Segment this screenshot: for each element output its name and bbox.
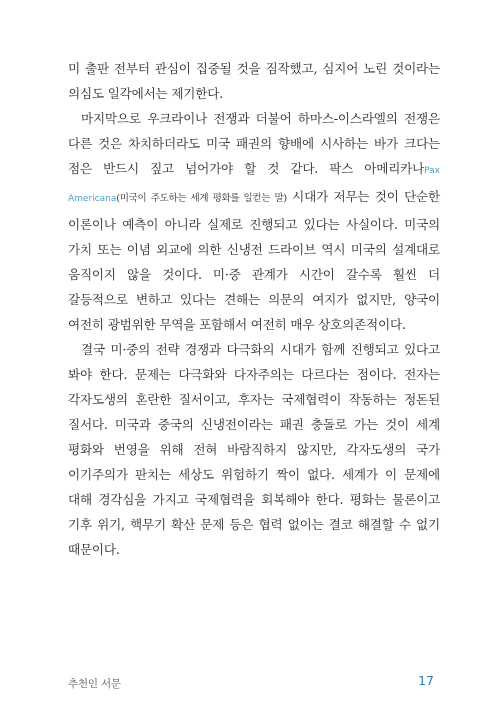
paragraph-3-text: 결국 미·중의 전략 경쟁과 다극화의 시대가 함께 진행되고 있다고 봐야 한다. 문제는 다극화와 다자주의는 다르다는 점이다. 전자는 각자도생의 혼란한 질서이고, 후자는 국제협력이 작동하는 정돈된 질서다. 미국과 중국의 신냉전이라는 패권 충돌로 가는 것이 세계 평화와 번영을 위해 전혀 바람직하지 않지만, 각자도생의 국가 이기주의가 판치는 세상도 위험하기 짝이 없다. 세계가 이 문제에 대해 경각심을 가지고 국제협력을 회복해야 한다. 평화는 물론이고 기후 위기, 핵무기 확산 문제 등은 협력 없이는 결코 해결할 수 없기 때문이다. xyxy=(68,342,440,557)
page-body xyxy=(68,56,440,562)
paragraph-1 xyxy=(68,56,440,106)
paragraph-2-rest: 시대가 저무는 것이 단순한 이론이나 예측이 아니라 실제로 진행되고 있다는 사실이다. 미국의 가치 또는 이념 외교에 의한 신냉전 드라이브 역시 미국의 설계대로 움직이지 않을 것이다. 미·중 관계가 시간이 갈수록 훨씬 더 갈등적으로 변하고 있다는 견해는 의문의 여지가 없지만, 양국이 여전히 광범위한 무역을 포함해서 여전히 매우 상호의존적이다. xyxy=(68,189,440,332)
paragraph-1-text: 미 출판 전부터 관심이 집중될 것을 짐작했고, 심지어 노린 것이라는 의심도 일각에서는 제기한다. xyxy=(68,61,440,101)
running-footer-title: 추천인 서문 xyxy=(68,678,121,690)
paragraph-2 xyxy=(68,106,440,337)
paragraph-2-lead: 마지막으로 우크라이나 전쟁과 더불어 하마스-이스라엘의 전쟁은 다른 것은 차치하더라도 미국 패권의 향배에 시사하는 바가 크다는 점은 반드시 짚고 넘어가야 할 것 같다. 팍스 아메리카나 xyxy=(68,111,440,176)
page-number: 17 xyxy=(418,673,434,688)
paragraph-3 xyxy=(68,337,440,562)
term-gloss: (미국이 주도하는 세계 평화를 일컫는 말) xyxy=(116,193,287,204)
latin-term: Pax Americana xyxy=(68,166,440,204)
